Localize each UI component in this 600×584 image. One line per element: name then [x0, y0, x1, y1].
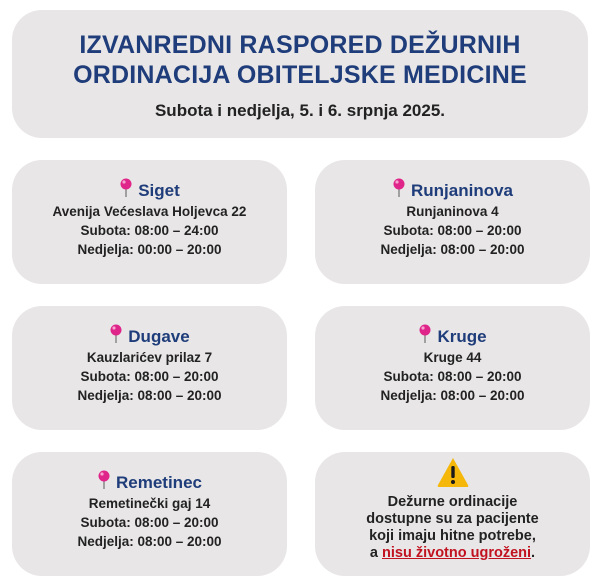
location-address: Avenija Većeslava Holjevca 22: [52, 204, 247, 219]
sunday-hours: Nedjelja: 00:00 – 20:00: [77, 242, 222, 257]
location-name: Kruge: [437, 327, 487, 346]
pushpin-icon: [418, 324, 432, 344]
location-card-siget: [12, 160, 287, 284]
saturday-hours: Subota: 08:00 – 20:00: [80, 515, 219, 530]
location-card-runjaninova: [315, 160, 590, 284]
location-name: Siget: [138, 181, 180, 200]
notice-text: [315, 494, 590, 562]
warning-icon: [436, 456, 470, 488]
location-address: Remetinečki gaj 14: [88, 496, 211, 511]
page-title-line-2: ORDINACIJA OBITELJSKE MEDICINE: [73, 61, 527, 89]
location-address: Kruge 44: [423, 350, 482, 365]
location-card-remetinec: [12, 452, 287, 576]
notice-prefix: a: [369, 545, 378, 561]
location-card-kruge: [315, 306, 590, 430]
notice-line-3: koji imaju hitne potrebe,: [369, 528, 536, 544]
notice-card: [315, 452, 590, 576]
pushpin-icon: [97, 470, 111, 490]
notice-line-4: [315, 545, 590, 562]
notice-line-2: dostupne su za pacijente: [366, 511, 539, 527]
saturday-hours: Subota: 08:00 – 20:00: [80, 369, 219, 384]
location-name: Remetinec: [116, 473, 202, 492]
location-name: Runjaninova: [410, 181, 513, 200]
pushpin-icon: [119, 178, 133, 198]
sunday-hours: Nedjelja: 08:00 – 20:00: [77, 388, 222, 403]
saturday-hours: Subota: 08:00 – 20:00: [383, 369, 522, 384]
page-title-line-1: IZVANREDNI RASPORED DEŽURNIH: [79, 31, 521, 59]
header-banner: [12, 10, 588, 138]
location-address: Kauzlarićev prilaz 7: [86, 350, 213, 365]
notice-line-1: Dežurne ordinacije: [387, 494, 518, 510]
saturday-hours: Subota: 08:00 – 20:00: [383, 223, 522, 238]
notice-suffix: .: [531, 545, 536, 561]
location-name: Dugave: [128, 327, 190, 346]
sunday-hours: Nedjelja: 08:00 – 20:00: [380, 388, 525, 403]
location-address: Runjaninova 4: [406, 204, 499, 219]
saturday-hours: Subota: 08:00 – 24:00: [80, 223, 219, 238]
sunday-hours: Nedjelja: 08:00 – 20:00: [77, 534, 222, 549]
sunday-hours: Nedjelja: 08:00 – 20:00: [380, 242, 525, 257]
notice-highlight: nisu životno ugroženi: [382, 545, 532, 561]
pushpin-icon: [392, 178, 406, 198]
date-subtitle: Subota i nedjelja, 5. i 6. srpnja 2025.: [154, 101, 446, 120]
location-card-dugave: [12, 306, 287, 430]
pushpin-icon: [109, 324, 123, 344]
